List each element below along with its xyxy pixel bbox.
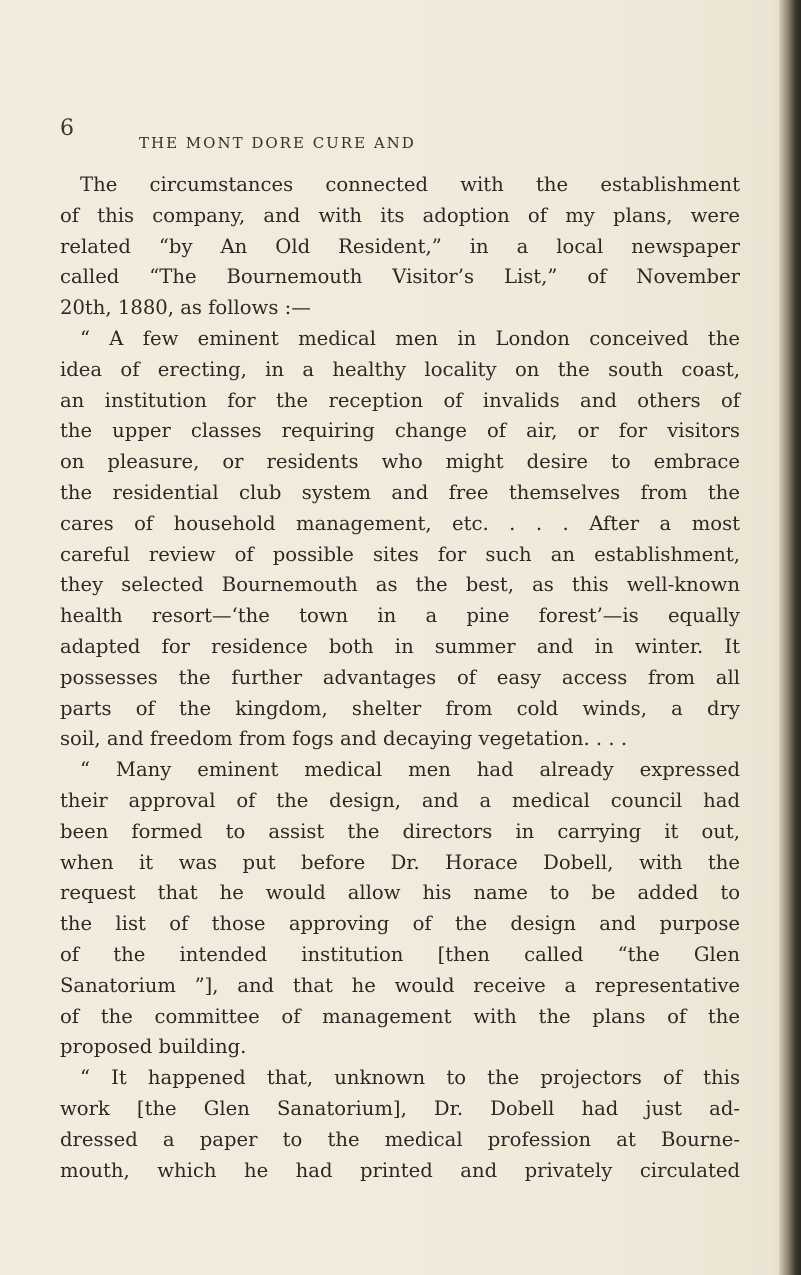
text-line: their approval of the design, and a medical council had xyxy=(60,788,740,812)
text-line: idea of erecting, in a healthy locality on the south coast, xyxy=(60,357,740,381)
text-line: cares of household management, etc. . . . After a most xyxy=(60,511,740,535)
body-text xyxy=(60,170,740,1186)
text-line: dressed a paper to the medical profession at Bourne- xyxy=(60,1127,740,1151)
text-line: the list of those approving of the design and purpose xyxy=(60,912,740,936)
page-number: 6 xyxy=(60,116,74,141)
text-line: Sanatorium ”], and that he would receive a representative xyxy=(60,973,740,997)
text-line: related “by An Old Resident,” in a local newspaper xyxy=(60,234,740,258)
text-line: mouth, which he had printed and privately circulated xyxy=(60,1158,740,1182)
text-line: of the intended institution [then called “the Glen xyxy=(60,942,740,966)
text-line: the residential club system and free themselves from the xyxy=(60,480,740,504)
text-line: “ Many eminent medical men had already expressed xyxy=(80,758,740,782)
text-line: “ It happened that, unknown to the projectors of this xyxy=(80,1066,740,1090)
text-line: health resort—‘the town in a pine forest’—is equally xyxy=(60,604,740,628)
text-line: an institution for the reception of invalids and others of xyxy=(60,388,740,412)
running-title: THE MONT DORE CURE AND xyxy=(139,134,416,152)
text-line: proposed building. xyxy=(60,1035,247,1059)
text-line: The circumstances connected with the establishment xyxy=(80,173,740,196)
text-line: request that he would allow his name to be added to xyxy=(60,881,740,905)
text-line: been formed to assist the directors in carrying it out, xyxy=(60,819,740,843)
text-line: parts of the kingdom, shelter from cold winds, a dry xyxy=(60,696,740,720)
text-line: they selected Bournemouth as the best, as this well-known xyxy=(60,573,740,597)
text-line: when it was put before Dr. Horace Dobell, with the xyxy=(60,850,740,874)
text-line: careful review of possible sites for such an establishment, xyxy=(60,542,740,566)
text-line: the upper classes requiring change of air, or for visitors xyxy=(60,419,740,443)
text-line: soil, and freedom from fogs and decaying vegetation. . . . xyxy=(60,727,628,751)
text-line: work [the Glen Sanatorium], Dr. Dobell had just ad- xyxy=(60,1096,740,1120)
text-line: on pleasure, or residents who might desire to embrace xyxy=(60,450,740,474)
text-line: adapted for residence both in summer and in winter. It xyxy=(60,634,740,658)
text-line: called “The Bournemouth Visitor’s List,” of November xyxy=(60,265,740,289)
text-line: 20th, 1880, as follows :— xyxy=(60,296,311,320)
text-line: of this company, and with its adoption of my plans, were xyxy=(60,203,740,227)
text-line: “ A few eminent medical men in London conceived the xyxy=(80,326,740,350)
page-binding-edge xyxy=(779,0,801,1275)
text-line: possesses the further advantages of easy access from all xyxy=(60,665,740,689)
text-line: of the committee of management with the plans of the xyxy=(60,1004,740,1028)
